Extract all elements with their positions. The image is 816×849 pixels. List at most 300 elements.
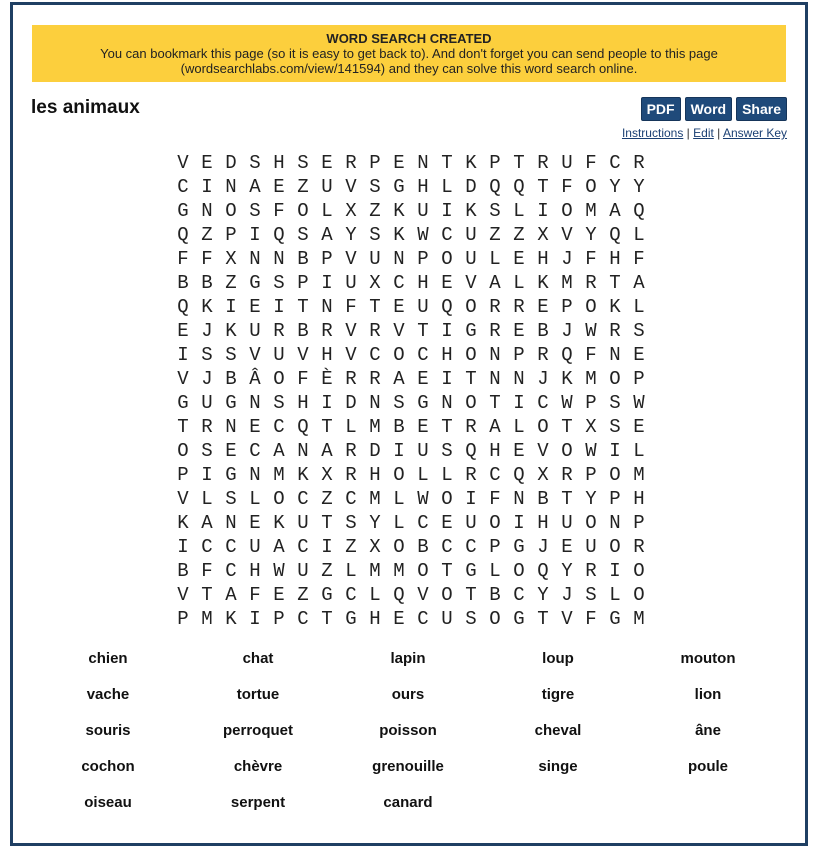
grid-cell[interactable]: O bbox=[417, 560, 429, 582]
grid-cell[interactable]: W bbox=[585, 320, 597, 342]
grid-cell[interactable]: E bbox=[273, 176, 285, 198]
grid-cell[interactable]: G bbox=[225, 464, 237, 486]
grid-cell[interactable]: U bbox=[465, 248, 477, 270]
grid-cell[interactable]: X bbox=[321, 464, 333, 486]
grid-cell[interactable]: O bbox=[489, 512, 501, 534]
grid-cell[interactable]: N bbox=[225, 176, 237, 198]
grid-cell[interactable]: S bbox=[225, 344, 237, 366]
grid-cell[interactable]: V bbox=[177, 584, 189, 606]
grid-cell[interactable]: P bbox=[585, 392, 597, 414]
grid-cell[interactable]: H bbox=[417, 272, 429, 294]
grid-cell[interactable]: H bbox=[633, 488, 645, 510]
grid-cell[interactable]: P bbox=[177, 608, 189, 630]
grid-cell[interactable]: E bbox=[249, 296, 261, 318]
grid-cell[interactable]: L bbox=[249, 488, 261, 510]
grid-cell[interactable]: L bbox=[633, 440, 645, 462]
grid-cell[interactable]: O bbox=[489, 608, 501, 630]
grid-cell[interactable]: W bbox=[417, 488, 429, 510]
grid-cell[interactable]: L bbox=[441, 464, 453, 486]
grid-cell[interactable]: W bbox=[585, 440, 597, 462]
grid-cell[interactable]: I bbox=[201, 176, 213, 198]
grid-cell[interactable]: Z bbox=[513, 224, 525, 246]
grid-cell[interactable]: Q bbox=[441, 296, 453, 318]
share-button[interactable]: Share bbox=[736, 97, 787, 121]
grid-cell[interactable]: Z bbox=[321, 488, 333, 510]
grid-cell[interactable]: P bbox=[609, 488, 621, 510]
grid-cell[interactable]: S bbox=[441, 440, 453, 462]
grid-cell[interactable]: G bbox=[177, 200, 189, 222]
grid-cell[interactable]: Q bbox=[513, 176, 525, 198]
grid-cell[interactable]: T bbox=[201, 584, 213, 606]
grid-cell[interactable]: B bbox=[177, 272, 189, 294]
grid-cell[interactable]: T bbox=[177, 416, 189, 438]
grid-cell[interactable]: B bbox=[297, 320, 309, 342]
grid-cell[interactable]: T bbox=[321, 608, 333, 630]
grid-cell[interactable]: H bbox=[441, 344, 453, 366]
grid-cell[interactable]: E bbox=[537, 296, 549, 318]
grid-cell[interactable]: V bbox=[393, 320, 405, 342]
grid-cell[interactable]: Y bbox=[345, 224, 357, 246]
grid-cell[interactable]: X bbox=[585, 416, 597, 438]
grid-cell[interactable]: E bbox=[513, 248, 525, 270]
grid-cell[interactable]: T bbox=[489, 392, 501, 414]
grid-cell[interactable]: O bbox=[465, 296, 477, 318]
grid-cell[interactable]: H bbox=[489, 440, 501, 462]
grid-cell[interactable]: C bbox=[537, 392, 549, 414]
grid-cell[interactable]: U bbox=[417, 296, 429, 318]
grid-cell[interactable]: X bbox=[537, 464, 549, 486]
grid-cell[interactable]: O bbox=[393, 464, 405, 486]
grid-cell[interactable]: Q bbox=[393, 584, 405, 606]
grid-cell[interactable]: V bbox=[249, 344, 261, 366]
grid-cell[interactable]: T bbox=[441, 416, 453, 438]
grid-cell[interactable]: O bbox=[273, 488, 285, 510]
grid-cell[interactable]: G bbox=[513, 536, 525, 558]
grid-cell[interactable]: M bbox=[369, 560, 381, 582]
grid-cell[interactable]: P bbox=[273, 608, 285, 630]
grid-cell[interactable]: I bbox=[273, 296, 285, 318]
grid-cell[interactable]: R bbox=[537, 152, 549, 174]
grid-cell[interactable]: B bbox=[417, 536, 429, 558]
grid-cell[interactable]: V bbox=[561, 608, 573, 630]
grid-cell[interactable]: P bbox=[561, 296, 573, 318]
grid-cell[interactable]: U bbox=[249, 320, 261, 342]
grid-cell[interactable]: C bbox=[609, 152, 621, 174]
grid-cell[interactable]: H bbox=[537, 512, 549, 534]
grid-cell[interactable]: L bbox=[441, 176, 453, 198]
grid-cell[interactable]: S bbox=[585, 584, 597, 606]
grid-cell[interactable]: G bbox=[345, 608, 357, 630]
grid-cell[interactable]: B bbox=[225, 368, 237, 390]
grid-cell[interactable]: Q bbox=[465, 440, 477, 462]
grid-cell[interactable]: R bbox=[489, 320, 501, 342]
grid-cell[interactable]: Z bbox=[297, 584, 309, 606]
grid-cell[interactable]: F bbox=[561, 176, 573, 198]
grid-cell[interactable]: G bbox=[225, 392, 237, 414]
grid-cell[interactable]: T bbox=[561, 416, 573, 438]
answer-key-link[interactable]: Answer Key bbox=[722, 126, 787, 140]
grid-cell[interactable]: L bbox=[201, 488, 213, 510]
grid-cell[interactable]: G bbox=[249, 272, 261, 294]
grid-cell[interactable]: C bbox=[273, 416, 285, 438]
grid-cell[interactable]: T bbox=[537, 608, 549, 630]
grid-cell[interactable]: R bbox=[633, 536, 645, 558]
grid-cell[interactable]: P bbox=[369, 152, 381, 174]
edit-link[interactable]: Edit bbox=[693, 126, 714, 140]
grid-cell[interactable]: I bbox=[249, 608, 261, 630]
grid-cell[interactable]: N bbox=[369, 392, 381, 414]
grid-cell[interactable]: P bbox=[177, 464, 189, 486]
grid-cell[interactable]: C bbox=[465, 536, 477, 558]
pdf-button[interactable]: PDF bbox=[641, 97, 681, 121]
grid-cell[interactable]: Â bbox=[249, 368, 261, 390]
grid-cell[interactable]: T bbox=[465, 584, 477, 606]
grid-cell[interactable]: K bbox=[465, 152, 477, 174]
grid-cell[interactable]: S bbox=[345, 512, 357, 534]
grid-cell[interactable]: E bbox=[633, 416, 645, 438]
grid-cell[interactable]: D bbox=[225, 152, 237, 174]
grid-cell[interactable]: M bbox=[201, 608, 213, 630]
grid-cell[interactable]: C bbox=[225, 560, 237, 582]
grid-cell[interactable]: O bbox=[585, 296, 597, 318]
grid-cell[interactable]: I bbox=[393, 440, 405, 462]
grid-cell[interactable]: F bbox=[585, 152, 597, 174]
grid-cell[interactable]: Q bbox=[297, 416, 309, 438]
grid-cell[interactable]: P bbox=[417, 248, 429, 270]
grid-cell[interactable]: Y bbox=[633, 176, 645, 198]
grid-cell[interactable]: M bbox=[585, 368, 597, 390]
grid-cell[interactable]: A bbox=[225, 584, 237, 606]
grid-cell[interactable]: Z bbox=[345, 536, 357, 558]
grid-cell[interactable]: E bbox=[249, 512, 261, 534]
grid-cell[interactable]: J bbox=[561, 248, 573, 270]
grid-cell[interactable]: N bbox=[321, 296, 333, 318]
grid-cell[interactable]: V bbox=[345, 248, 357, 270]
grid-cell[interactable]: F bbox=[345, 296, 357, 318]
grid-cell[interactable]: I bbox=[321, 272, 333, 294]
grid-cell[interactable]: U bbox=[297, 560, 309, 582]
grid-cell[interactable]: M bbox=[561, 272, 573, 294]
grid-cell[interactable]: E bbox=[393, 296, 405, 318]
grid-cell[interactable]: G bbox=[513, 608, 525, 630]
grid-cell[interactable]: S bbox=[249, 200, 261, 222]
grid-cell[interactable]: I bbox=[225, 296, 237, 318]
grid-cell[interactable]: Z bbox=[201, 224, 213, 246]
grid-cell[interactable]: B bbox=[393, 416, 405, 438]
grid-cell[interactable]: S bbox=[489, 200, 501, 222]
grid-cell[interactable]: F bbox=[177, 248, 189, 270]
grid-cell[interactable]: E bbox=[321, 152, 333, 174]
grid-cell[interactable]: R bbox=[345, 152, 357, 174]
grid-cell[interactable]: X bbox=[369, 272, 381, 294]
grid-cell[interactable]: C bbox=[441, 536, 453, 558]
grid-cell[interactable]: H bbox=[297, 392, 309, 414]
grid-cell[interactable]: L bbox=[489, 560, 501, 582]
grid-cell[interactable]: I bbox=[513, 392, 525, 414]
grid-cell[interactable]: H bbox=[321, 344, 333, 366]
grid-cell[interactable]: B bbox=[537, 320, 549, 342]
grid-cell[interactable]: K bbox=[225, 608, 237, 630]
grid-cell[interactable]: V bbox=[417, 584, 429, 606]
grid-cell[interactable]: N bbox=[249, 464, 261, 486]
grid-cell[interactable]: È bbox=[321, 368, 333, 390]
grid-cell[interactable]: R bbox=[369, 368, 381, 390]
grid-cell[interactable]: T bbox=[441, 560, 453, 582]
grid-cell[interactable]: P bbox=[633, 512, 645, 534]
grid-cell[interactable]: W bbox=[633, 392, 645, 414]
grid-cell[interactable]: G bbox=[321, 584, 333, 606]
grid-cell[interactable]: O bbox=[465, 344, 477, 366]
grid-cell[interactable]: R bbox=[585, 272, 597, 294]
grid-cell[interactable]: E bbox=[441, 272, 453, 294]
grid-cell[interactable]: U bbox=[273, 344, 285, 366]
grid-cell[interactable]: J bbox=[561, 320, 573, 342]
grid-cell[interactable]: X bbox=[537, 224, 549, 246]
grid-cell[interactable]: N bbox=[609, 512, 621, 534]
grid-cell[interactable]: P bbox=[297, 272, 309, 294]
grid-cell[interactable]: T bbox=[609, 272, 621, 294]
grid-cell[interactable]: U bbox=[465, 224, 477, 246]
grid-cell[interactable]: I bbox=[177, 344, 189, 366]
grid-cell[interactable]: A bbox=[489, 416, 501, 438]
grid-cell[interactable]: R bbox=[489, 296, 501, 318]
grid-cell[interactable]: T bbox=[465, 368, 477, 390]
grid-cell[interactable]: A bbox=[321, 440, 333, 462]
grid-cell[interactable]: U bbox=[201, 392, 213, 414]
grid-cell[interactable]: I bbox=[609, 440, 621, 462]
grid-cell[interactable]: T bbox=[441, 152, 453, 174]
grid-cell[interactable]: S bbox=[201, 344, 213, 366]
grid-cell[interactable]: V bbox=[297, 344, 309, 366]
grid-cell[interactable]: G bbox=[393, 176, 405, 198]
grid-cell[interactable]: F bbox=[297, 368, 309, 390]
grid-cell[interactable]: K bbox=[177, 512, 189, 534]
grid-cell[interactable]: O bbox=[441, 488, 453, 510]
grid-cell[interactable]: I bbox=[513, 512, 525, 534]
grid-cell[interactable]: S bbox=[297, 152, 309, 174]
grid-cell[interactable]: K bbox=[297, 464, 309, 486]
grid-cell[interactable]: H bbox=[369, 608, 381, 630]
grid-cell[interactable]: S bbox=[465, 608, 477, 630]
grid-cell[interactable]: Z bbox=[321, 560, 333, 582]
grid-cell[interactable]: E bbox=[417, 368, 429, 390]
grid-cell[interactable]: D bbox=[369, 440, 381, 462]
grid-cell[interactable]: T bbox=[417, 320, 429, 342]
grid-cell[interactable]: R bbox=[585, 560, 597, 582]
grid-cell[interactable]: M bbox=[369, 488, 381, 510]
grid-cell[interactable]: O bbox=[633, 584, 645, 606]
grid-cell[interactable]: P bbox=[585, 464, 597, 486]
grid-cell[interactable]: Y bbox=[537, 584, 549, 606]
grid-cell[interactable]: Q bbox=[513, 464, 525, 486]
grid-cell[interactable]: K bbox=[225, 320, 237, 342]
grid-cell[interactable]: N bbox=[249, 392, 261, 414]
grid-cell[interactable]: A bbox=[201, 512, 213, 534]
grid-cell[interactable]: C bbox=[297, 608, 309, 630]
grid-cell[interactable]: G bbox=[177, 392, 189, 414]
grid-cell[interactable]: U bbox=[585, 536, 597, 558]
grid-cell[interactable]: C bbox=[393, 272, 405, 294]
grid-cell[interactable]: B bbox=[489, 584, 501, 606]
grid-cell[interactable]: U bbox=[297, 512, 309, 534]
grid-cell[interactable]: V bbox=[177, 368, 189, 390]
grid-cell[interactable]: L bbox=[321, 200, 333, 222]
grid-cell[interactable]: K bbox=[537, 272, 549, 294]
grid-cell[interactable]: S bbox=[201, 440, 213, 462]
grid-cell[interactable]: R bbox=[345, 464, 357, 486]
grid-cell[interactable]: T bbox=[513, 152, 525, 174]
grid-cell[interactable]: C bbox=[441, 224, 453, 246]
grid-cell[interactable]: S bbox=[297, 224, 309, 246]
grid-cell[interactable]: N bbox=[417, 152, 429, 174]
grid-cell[interactable]: O bbox=[225, 200, 237, 222]
grid-cell[interactable]: C bbox=[249, 440, 261, 462]
grid-cell[interactable]: Q bbox=[609, 224, 621, 246]
grid-cell[interactable]: F bbox=[489, 488, 501, 510]
grid-cell[interactable]: L bbox=[513, 200, 525, 222]
grid-cell[interactable]: U bbox=[249, 536, 261, 558]
grid-cell[interactable]: O bbox=[561, 440, 573, 462]
grid-cell[interactable]: C bbox=[345, 584, 357, 606]
grid-cell[interactable]: R bbox=[201, 416, 213, 438]
grid-cell[interactable]: O bbox=[273, 368, 285, 390]
grid-cell[interactable]: U bbox=[417, 440, 429, 462]
grid-cell[interactable]: U bbox=[465, 512, 477, 534]
grid-cell[interactable]: K bbox=[561, 368, 573, 390]
grid-cell[interactable]: E bbox=[513, 440, 525, 462]
grid-cell[interactable]: O bbox=[513, 560, 525, 582]
grid-cell[interactable]: N bbox=[513, 488, 525, 510]
grid-cell[interactable]: B bbox=[177, 560, 189, 582]
grid-cell[interactable]: M bbox=[393, 560, 405, 582]
grid-cell[interactable]: G bbox=[465, 560, 477, 582]
grid-cell[interactable]: C bbox=[225, 536, 237, 558]
grid-cell[interactable]: E bbox=[249, 416, 261, 438]
grid-cell[interactable]: L bbox=[393, 488, 405, 510]
grid-cell[interactable]: S bbox=[273, 272, 285, 294]
grid-cell[interactable]: M bbox=[273, 464, 285, 486]
grid-cell[interactable]: Y bbox=[609, 176, 621, 198]
grid-cell[interactable]: K bbox=[393, 224, 405, 246]
grid-cell[interactable]: S bbox=[225, 488, 237, 510]
grid-cell[interactable]: Q bbox=[489, 176, 501, 198]
grid-cell[interactable]: N bbox=[225, 416, 237, 438]
grid-cell[interactable]: V bbox=[537, 440, 549, 462]
grid-cell[interactable]: P bbox=[225, 224, 237, 246]
grid-cell[interactable]: A bbox=[249, 176, 261, 198]
grid-cell[interactable]: O bbox=[441, 584, 453, 606]
grid-cell[interactable]: S bbox=[369, 176, 381, 198]
grid-cell[interactable]: R bbox=[369, 320, 381, 342]
grid-cell[interactable]: R bbox=[465, 416, 477, 438]
grid-cell[interactable]: L bbox=[489, 248, 501, 270]
grid-cell[interactable]: X bbox=[345, 200, 357, 222]
grid-cell[interactable]: P bbox=[489, 152, 501, 174]
grid-cell[interactable]: K bbox=[201, 296, 213, 318]
grid-cell[interactable]: I bbox=[441, 320, 453, 342]
grid-cell[interactable]: H bbox=[537, 248, 549, 270]
grid-cell[interactable]: R bbox=[345, 368, 357, 390]
grid-cell[interactable]: E bbox=[201, 152, 213, 174]
grid-cell[interactable]: H bbox=[273, 152, 285, 174]
grid-cell[interactable]: A bbox=[633, 272, 645, 294]
grid-cell[interactable]: F bbox=[585, 344, 597, 366]
grid-cell[interactable]: Z bbox=[489, 224, 501, 246]
grid-cell[interactable]: F bbox=[585, 608, 597, 630]
grid-cell[interactable]: J bbox=[537, 368, 549, 390]
grid-cell[interactable]: O bbox=[177, 440, 189, 462]
grid-cell[interactable]: R bbox=[273, 320, 285, 342]
grid-cell[interactable]: E bbox=[633, 344, 645, 366]
grid-cell[interactable]: M bbox=[585, 200, 597, 222]
grid-cell[interactable]: P bbox=[321, 248, 333, 270]
grid-cell[interactable]: C bbox=[489, 464, 501, 486]
grid-cell[interactable]: A bbox=[321, 224, 333, 246]
grid-cell[interactable]: F bbox=[633, 248, 645, 270]
grid-cell[interactable]: U bbox=[369, 248, 381, 270]
grid-cell[interactable]: G bbox=[417, 392, 429, 414]
grid-cell[interactable]: K bbox=[393, 200, 405, 222]
grid-cell[interactable]: I bbox=[321, 392, 333, 414]
grid-cell[interactable]: V bbox=[561, 224, 573, 246]
grid-cell[interactable]: D bbox=[465, 176, 477, 198]
grid-cell[interactable]: R bbox=[561, 464, 573, 486]
grid-cell[interactable]: J bbox=[561, 584, 573, 606]
grid-cell[interactable]: C bbox=[417, 344, 429, 366]
grid-cell[interactable]: I bbox=[321, 536, 333, 558]
grid-cell[interactable]: I bbox=[609, 560, 621, 582]
grid-cell[interactable]: O bbox=[465, 392, 477, 414]
grid-cell[interactable]: F bbox=[201, 248, 213, 270]
grid-cell[interactable]: O bbox=[441, 248, 453, 270]
grid-cell[interactable]: O bbox=[609, 368, 621, 390]
grid-cell[interactable]: S bbox=[273, 392, 285, 414]
grid-cell[interactable]: R bbox=[537, 344, 549, 366]
grid-cell[interactable]: S bbox=[369, 224, 381, 246]
grid-cell[interactable]: W bbox=[417, 224, 429, 246]
grid-cell[interactable]: H bbox=[609, 248, 621, 270]
grid-cell[interactable]: N bbox=[513, 368, 525, 390]
grid-cell[interactable]: Q bbox=[273, 224, 285, 246]
grid-cell[interactable]: Z bbox=[225, 272, 237, 294]
grid-cell[interactable]: C bbox=[513, 584, 525, 606]
grid-cell[interactable]: Z bbox=[369, 200, 381, 222]
grid-cell[interactable]: A bbox=[489, 272, 501, 294]
grid-cell[interactable]: R bbox=[345, 440, 357, 462]
grid-cell[interactable]: B bbox=[537, 488, 549, 510]
grid-cell[interactable]: M bbox=[633, 464, 645, 486]
grid-cell[interactable]: T bbox=[321, 512, 333, 534]
grid-cell[interactable]: L bbox=[345, 560, 357, 582]
grid-cell[interactable]: R bbox=[633, 152, 645, 174]
grid-cell[interactable]: V bbox=[345, 176, 357, 198]
grid-cell[interactable]: I bbox=[465, 488, 477, 510]
grid-cell[interactable]: T bbox=[321, 416, 333, 438]
grid-cell[interactable]: C bbox=[345, 488, 357, 510]
grid-cell[interactable]: O bbox=[297, 200, 309, 222]
grid-cell[interactable]: U bbox=[561, 512, 573, 534]
grid-cell[interactable]: H bbox=[417, 176, 429, 198]
grid-cell[interactable]: F bbox=[585, 248, 597, 270]
grid-cell[interactable]: O bbox=[537, 416, 549, 438]
grid-cell[interactable]: E bbox=[393, 608, 405, 630]
grid-cell[interactable]: X bbox=[225, 248, 237, 270]
grid-cell[interactable]: W bbox=[561, 392, 573, 414]
grid-cell[interactable]: D bbox=[345, 392, 357, 414]
grid-cell[interactable]: J bbox=[201, 368, 213, 390]
grid-cell[interactable]: F bbox=[249, 584, 261, 606]
grid-cell[interactable]: C bbox=[297, 536, 309, 558]
